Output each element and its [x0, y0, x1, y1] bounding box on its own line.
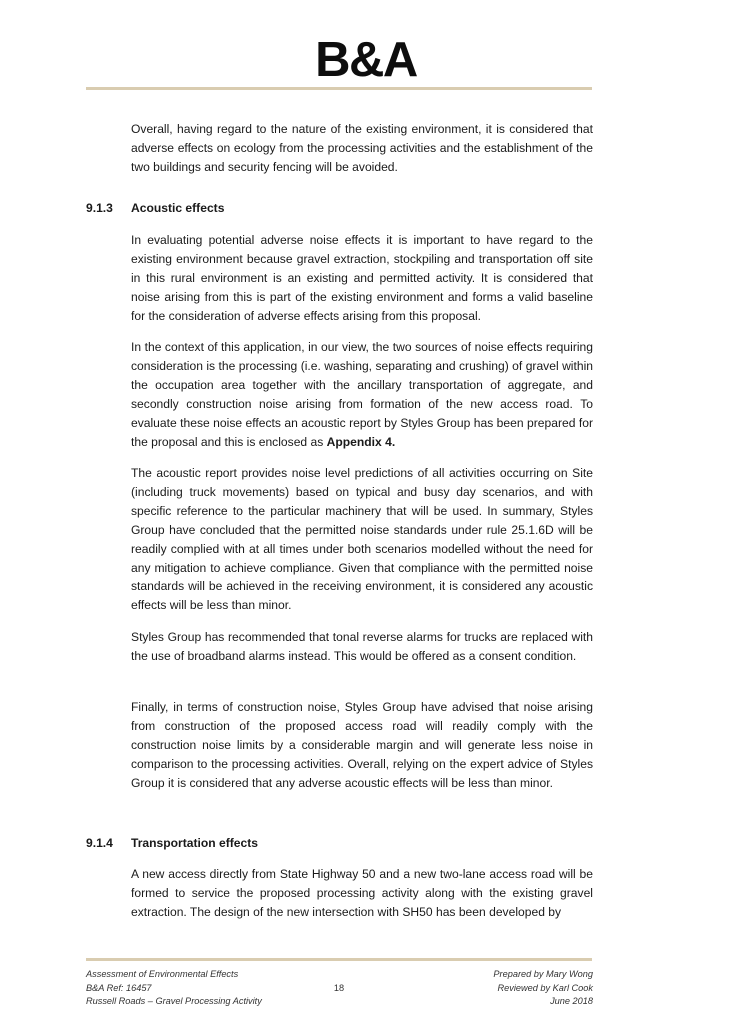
- acoustic-paragraph-2-text: In the context of this application, in our view, the two sources of noise effects requiring consideration is the processing (i.e. washing, separating and crushing) of gravel within the occupation area together with the ancillary transportation of aggregate, and secondly construction noise arising from formation of the new access road. To evaluate these noise effects an acoustic report by Styles Group has been prepared for the proposal and this is enclosed as: [131, 340, 593, 449]
- transportation-paragraph-1: A new access directly from State Highway 50 and a new two-lane access road will be formed to service the proposed processing activity along with the existing gravel extraction. The design of the new intersection with SH50 has been developed by: [131, 867, 593, 919]
- acoustic-paragraph-2: [131, 338, 593, 451]
- section-number: 9.1.4: [86, 836, 113, 850]
- section-heading-acoustic: [86, 199, 593, 217]
- page-number: 18: [333, 982, 345, 993]
- footer-doc-title: Assessment of Environmental Effects: [86, 969, 239, 979]
- section-title: Acoustic effects: [131, 201, 225, 215]
- footer-prepared-by: Prepared by Mary Wong: [493, 969, 593, 979]
- company-logo: B&A: [315, 33, 417, 87]
- acoustic-paragraph-5: Finally, in terms of construction noise, Styles Group have advised that noise arising from construction of the proposed access road will readily comply with the construction noise limits by a considerable margin and will generate less noise in comparison to the processing activities. Overall, relying on the expert advice of Styles Group it is considered that any adverse acoustic effects will be less than minor.: [131, 700, 593, 790]
- header-divider: [86, 87, 592, 90]
- footer-right: [393, 968, 593, 1009]
- intro-paragraph: Overall, having regard to the nature of the existing environment, it is considered that adverse effects on ecology from the processing activities and the establishment of the two buildings and security fencing will be avoided.: [131, 122, 593, 174]
- section-number: 9.1.3: [86, 201, 113, 215]
- page-footer: [86, 968, 593, 1010]
- appendix-reference: Appendix 4.: [326, 434, 396, 449]
- acoustic-paragraph-1: In evaluating potential adverse noise effects it is important to have regard to the existing environment because gravel extraction, stockpiling and transportation off site in this rural environment is an existing and permitted activity. It is considered that noise arising from this is part of the existing environment and forms a valid baseline for the consideration of adverse effects arising from this proposal.: [131, 233, 593, 323]
- acoustic-paragraph-4: Styles Group has recommended that tonal reverse alarms for trucks are replaced with the use of broadband alarms instead. This would be offered as a consent condition.: [131, 630, 593, 663]
- footer-ref: B&A Ref: 16457: [86, 982, 152, 993]
- footer-left: [86, 968, 336, 1009]
- acoustic-paragraph-3: The acoustic report provides noise level predictions of all activities occurring on Site (including truck movements) based on typical and busy day scenarios, and with specific reference to the particular machinery that will be used. In summary, Styles Group have concluded that the permitted noise standards under rule 25.1.6D will be readily complied with at all times under both scenarios modelled without the need for any mitigation to achieve compliance. Given that compliance with the permitted noise standards will be achieved in the receiving environment, it is considered any acoustic effects will be less than minor.: [131, 466, 593, 613]
- section-title: Transportation effects: [131, 836, 259, 850]
- footer-reviewed-by: Reviewed by Karl Cook: [497, 982, 593, 993]
- footer-project: Russell Roads – Gravel Processing Activity: [86, 996, 262, 1007]
- footer-date: June 2018: [550, 996, 593, 1007]
- footer-divider: [86, 958, 592, 961]
- section-heading-transportation: [86, 834, 593, 852]
